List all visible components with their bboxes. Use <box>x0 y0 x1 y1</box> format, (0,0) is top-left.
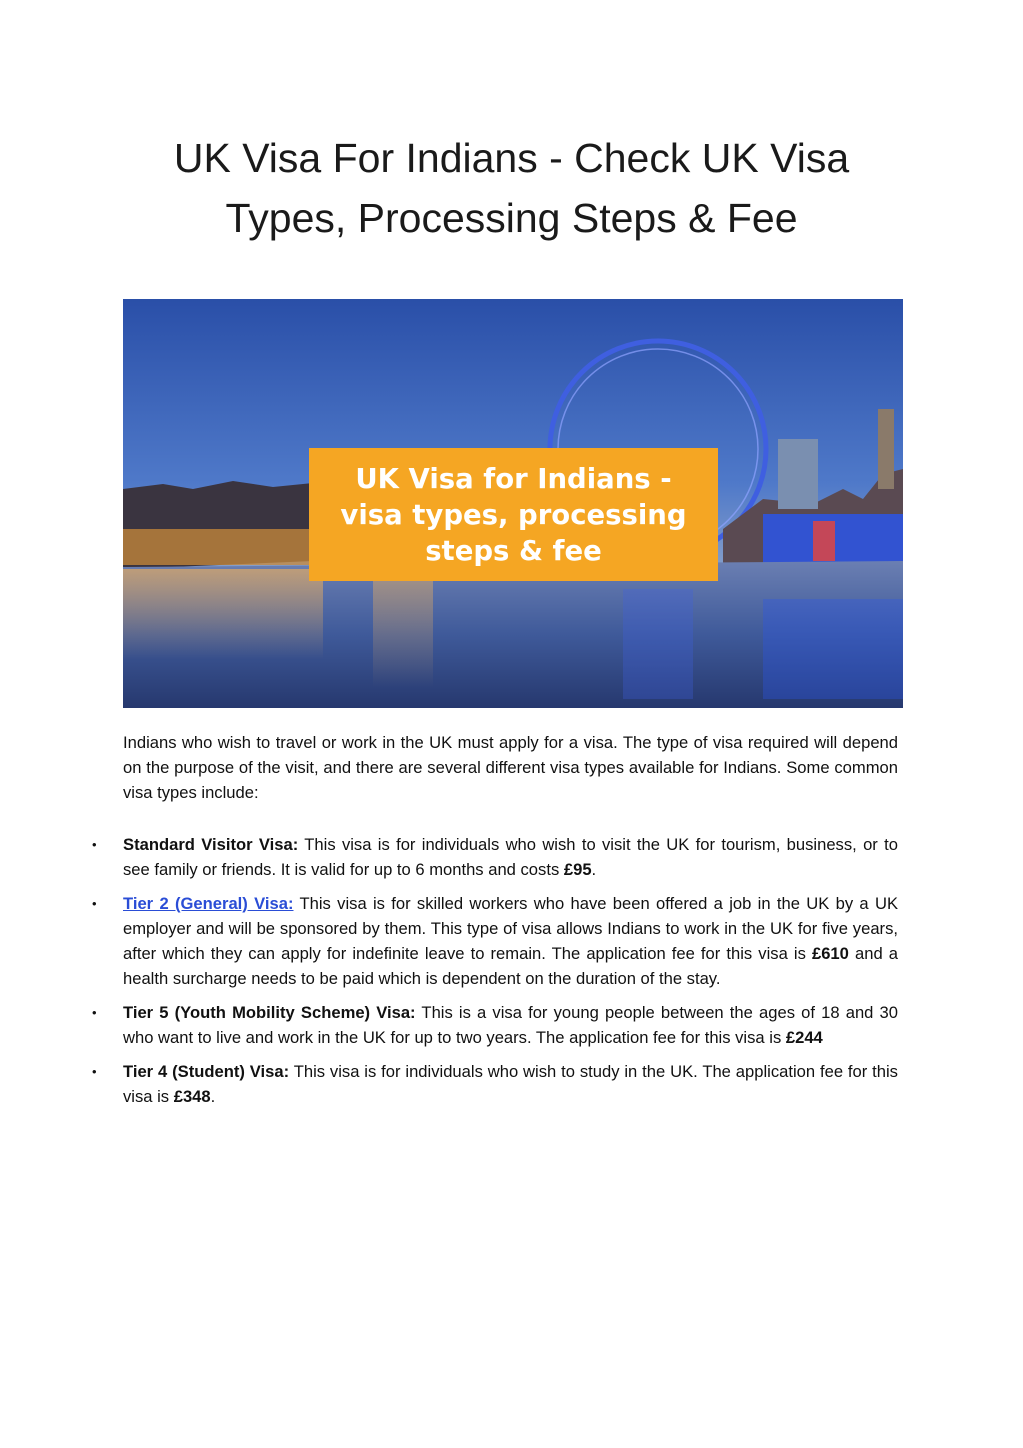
visa-description: This visa is for skilled workers who have been offered a job in the UK by a UK employer and will be sponsored by them. This type of visa allows Indians to work in the UK for five years, after which they can apply for indefinite leave to remain. The application fee for this visa is <box>123 894 899 963</box>
visa-description: This visa is for individuals who wish to visit the UK for tourism, business, or to see family or friends. It is valid for up to 6 months and costs <box>123 835 898 879</box>
page-title-line-2: Types, Processing Steps & Fee <box>225 195 798 241</box>
visa-description: This visa is for individuals who wish to study in the UK. The application fee for this visa is <box>123 1062 898 1106</box>
visa-description-tail: and a health surcharge needs to be paid which is dependent on the duration of the stay. <box>123 944 898 988</box>
list-item <box>92 1000 899 1050</box>
visa-description-tail: . <box>210 1087 216 1106</box>
visa-type-list <box>92 832 899 1109</box>
visa-name: Tier 5 (Youth Mobility Scheme) Visa: <box>123 1003 416 1022</box>
page-title <box>120 128 903 248</box>
hero-banner-line-1: UK Visa for Indians - <box>355 463 672 495</box>
hero-banner-line-3: steps & fee <box>425 535 602 567</box>
bullet-icon: • <box>92 1064 97 1079</box>
bullet-icon: • <box>92 1005 97 1020</box>
hero-banner-line-2: visa types, processing <box>340 499 687 531</box>
visa-name: Standard Visitor Visa: <box>123 835 299 854</box>
article-body <box>92 730 899 1118</box>
visa-fee: £95 <box>563 860 592 879</box>
page-title-line-1: UK Visa For Indians - Check UK Visa <box>173 135 850 181</box>
visa-fee: £348 <box>173 1087 211 1106</box>
intro-paragraph: Indians who wish to travel or work in the UK must apply for a visa. The type of visa required will depend on the purpose of the visit, and there are several different visa types available for Indians. Some common visa types include: <box>123 733 898 802</box>
bullet-icon: • <box>92 896 97 911</box>
list-item <box>92 891 899 991</box>
visa-description: This is a visa for young people between the ages of 18 and 30 who want to live and work in the UK for up to two years. The application fee for this visa is <box>123 1003 899 1047</box>
hero-image <box>123 299 903 708</box>
visa-name: Tier 4 (Student) Visa: <box>123 1062 290 1081</box>
visa-fee: £610 <box>811 944 849 963</box>
visa-fee: £244 <box>785 1028 823 1047</box>
visa-description-tail: . <box>591 860 597 879</box>
hero-banner <box>309 448 718 581</box>
tier-2-visa-link[interactable]: Tier 2 (General) Visa: <box>123 894 294 913</box>
bullet-icon: • <box>92 837 97 852</box>
list-item <box>92 1059 898 1109</box>
list-item <box>92 832 898 882</box>
